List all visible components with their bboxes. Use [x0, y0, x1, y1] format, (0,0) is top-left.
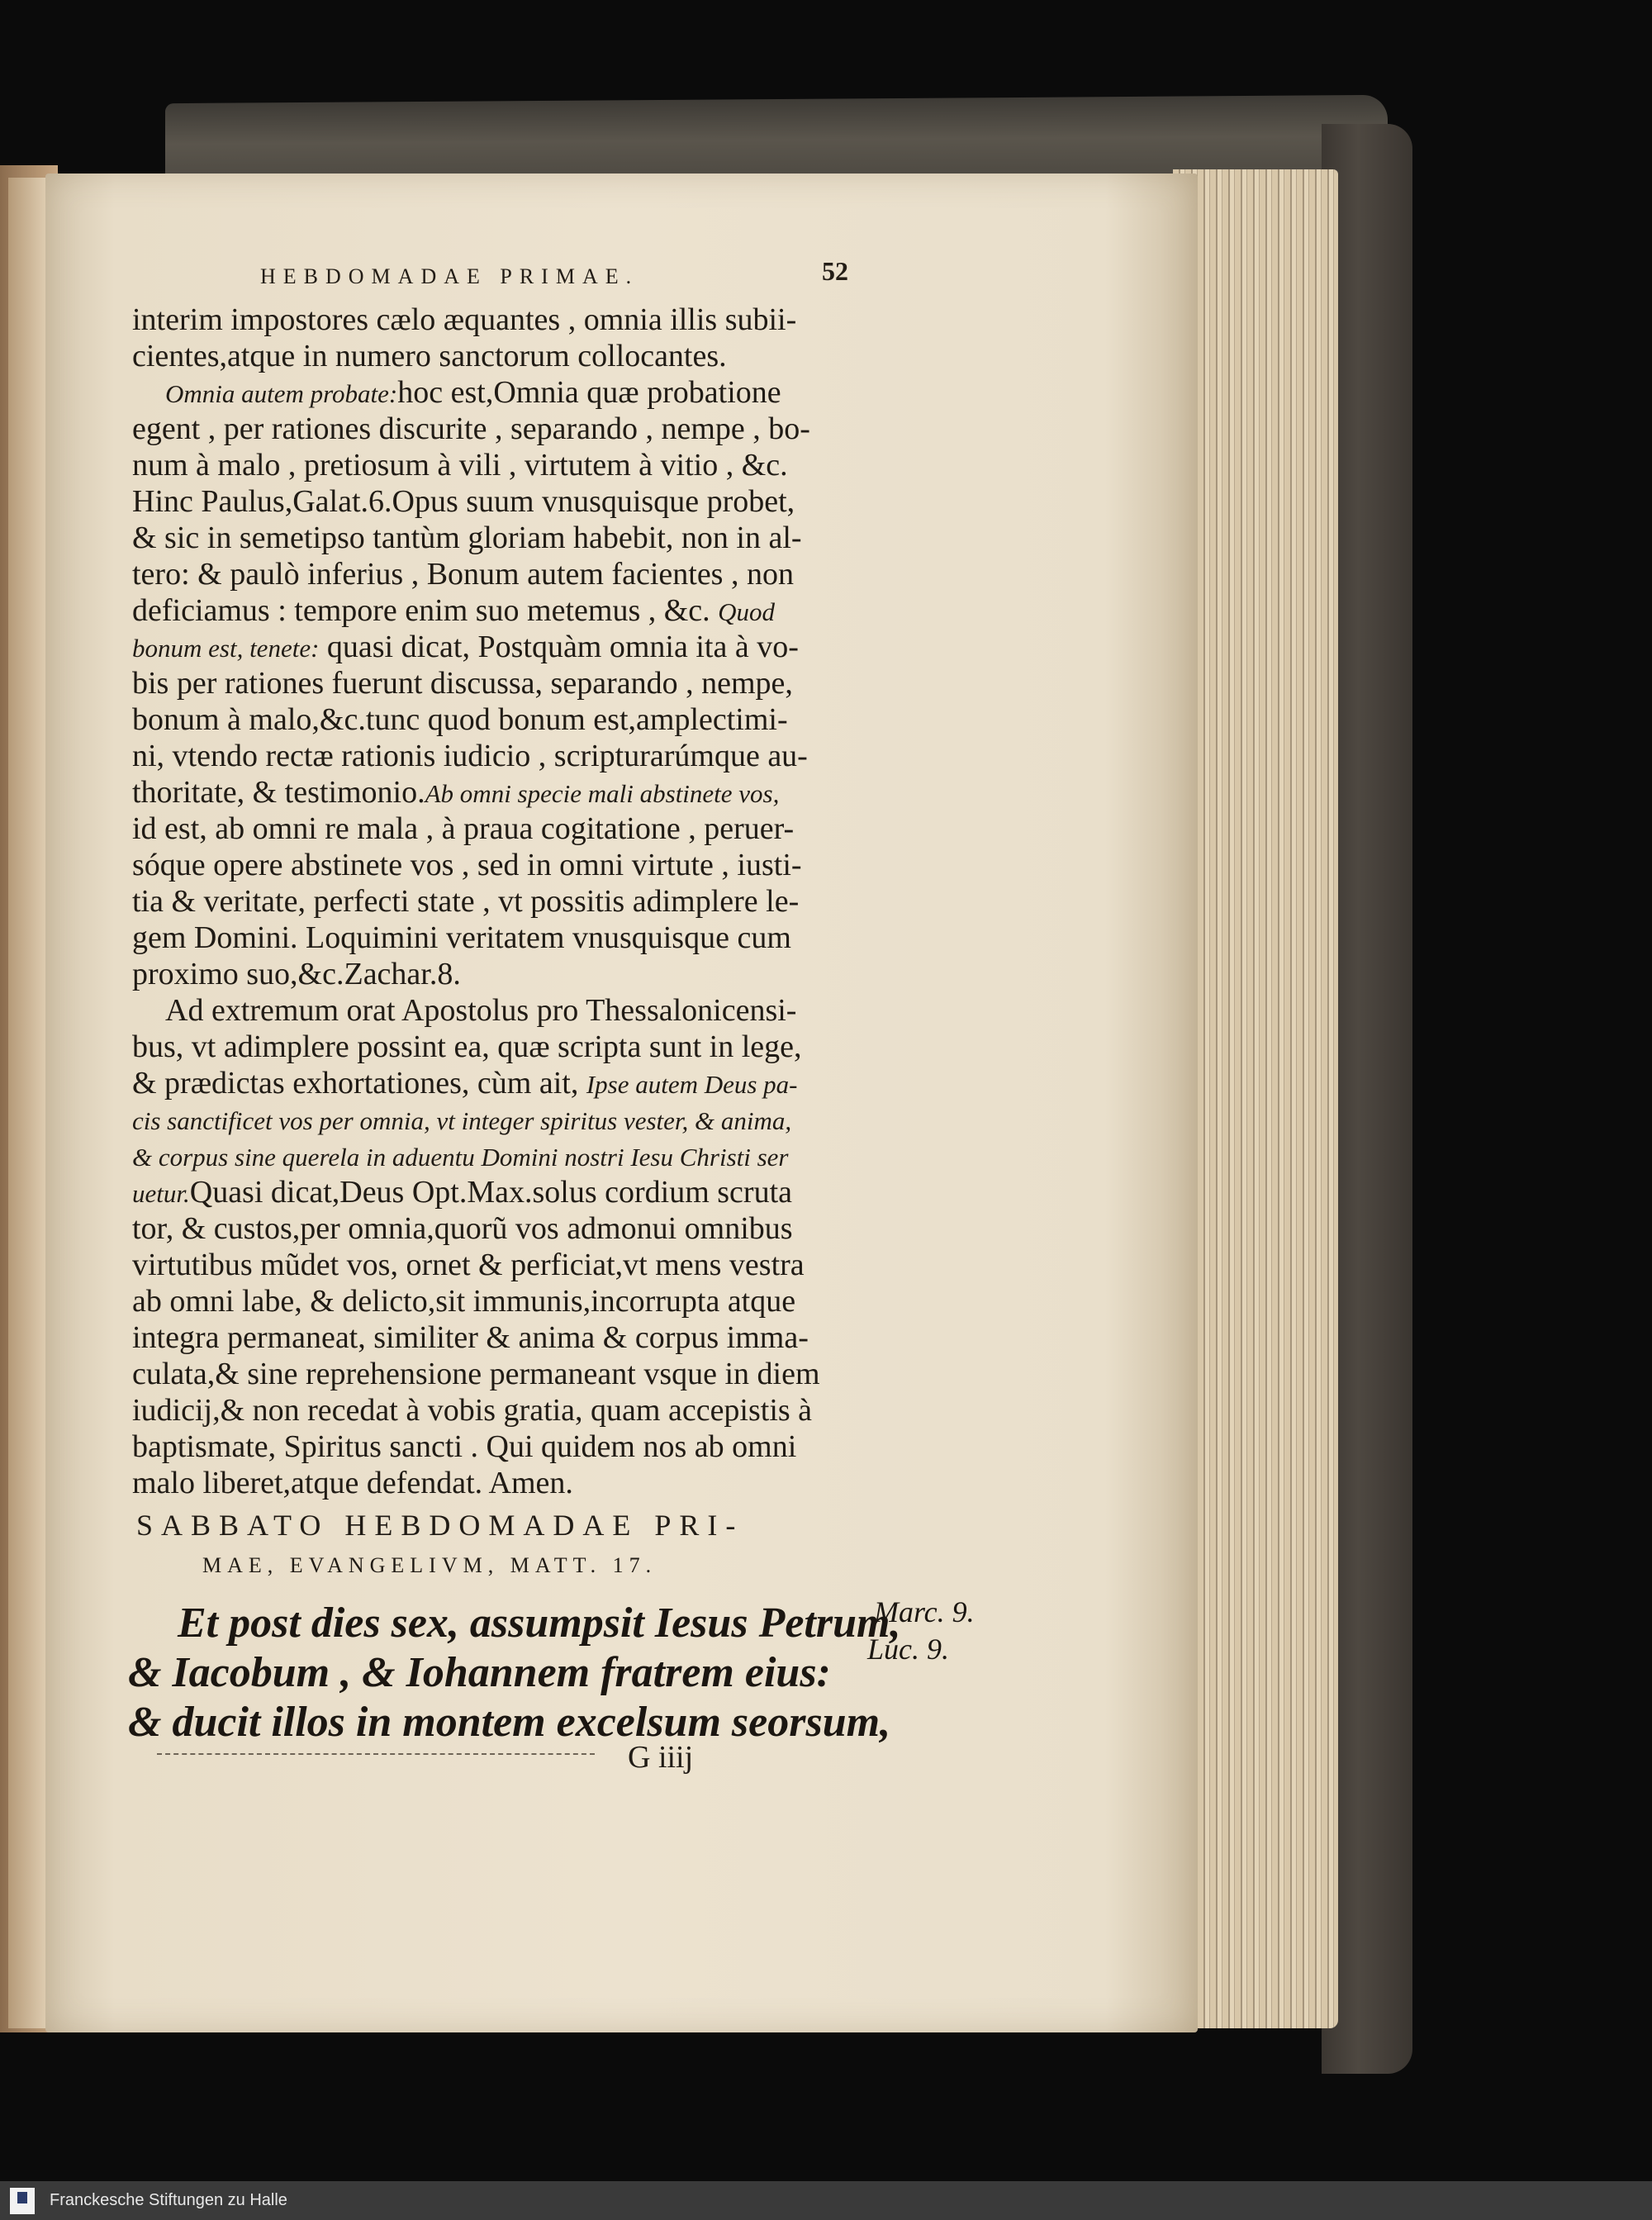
roman-phrase: tero: & paulò inferius , Bonum autem facientes , non: [132, 557, 794, 592]
roman-phrase: iudicij,& non recedat à vobis gratia, quam accepistis à: [132, 1393, 813, 1428]
italic-phrase: bonum est, tenete:: [132, 634, 320, 663]
text-line: [132, 920, 791, 956]
page-stack-edges: [1173, 169, 1338, 2028]
text-line: [132, 701, 788, 738]
italic-phrase: & corpus sine querela in aduentu Domini nostri Iesu Christi ser: [132, 1143, 789, 1172]
roman-phrase: interim impostores cælo æquantes , omnia illis subii-: [132, 302, 797, 337]
text-line: [132, 847, 802, 883]
gospel-line-2: & Iacobum , & Iohannem fratrem eius:: [128, 1649, 831, 1696]
text-line: [132, 1283, 795, 1319]
roman-phrase: egent , per rationes discurite , separando , nempe , bo-: [132, 411, 810, 446]
catchword-rule: [157, 1753, 595, 1755]
text-line: [132, 1065, 798, 1103]
text-line: [132, 1247, 805, 1283]
italic-phrase: uetur.: [132, 1179, 190, 1208]
roman-phrase: cientes,atque in numero sanctorum collocantes.: [132, 339, 727, 373]
text-line: [132, 1356, 820, 1392]
italic-phrase: Quod: [718, 597, 776, 626]
text-line: [132, 1465, 573, 1501]
text-line: [132, 1101, 791, 1139]
roman-phrase: proximo suo,&c.Zachar.8.: [132, 957, 461, 991]
signature-mark: G iiij: [628, 1740, 694, 1775]
text-line: [132, 738, 808, 774]
roman-phrase: baptismate, Spiritus sancti . Qui quidem nos ab omni: [132, 1429, 797, 1464]
text-line: [132, 1210, 793, 1247]
text-line: [132, 629, 799, 667]
text-line: [132, 556, 794, 592]
text-line: [132, 665, 793, 701]
margin-note-marc: Marc. 9.: [874, 1595, 975, 1628]
roman-phrase: bis per rationes fuerunt discussa, separando , nempe,: [132, 666, 793, 701]
text-line: [132, 774, 779, 812]
text-line: [132, 302, 796, 338]
text-line: [132, 411, 810, 447]
text-line: [165, 992, 796, 1029]
text-line: [132, 1319, 809, 1356]
text-line: [132, 1029, 802, 1065]
text-line: [132, 1138, 789, 1176]
gospel-line-1: Et post dies sex, assumpsit Iesus Petrum,: [178, 1600, 901, 1647]
roman-phrase: num à malo , pretiosum à vili , virtutem à vitio , &c.: [132, 448, 788, 483]
roman-phrase: bus, vt adimplere possint ea, quæ scripta sunt in lege,: [132, 1029, 802, 1064]
text-line: [132, 520, 802, 556]
text-line: [165, 374, 781, 412]
italic-phrase: cis sanctificet vos per omnia, vt integer spiritus vester, & anima,: [132, 1106, 792, 1135]
text-line: [132, 811, 794, 847]
section-title-line-2: MAE, EVANGELIVM, MATT. 17.: [202, 1553, 657, 1577]
text-line: [132, 1392, 812, 1429]
roman-phrase: ab omni labe, & delicto,sit immunis,incorrupta atque: [132, 1284, 796, 1319]
margin-note-luc: Luc. 9.: [867, 1633, 949, 1666]
roman-phrase: bonum à malo,&c.tunc quod bonum est,amplectimi-: [132, 702, 788, 737]
roman-phrase: & sic in semetipso tantùm gloriam habebit, non in al-: [132, 521, 802, 555]
roman-phrase: Hinc Paulus,Galat.6.Opus suum vnusquisque probet,: [132, 484, 795, 519]
italic-phrase: Ab omni specie mali abstinete vos,: [425, 779, 780, 808]
italic-phrase: Omnia autem probate:: [165, 379, 398, 408]
roman-phrase: malo liberet,atque defendat. Amen.: [132, 1466, 573, 1500]
roman-phrase: culata,& sine reprehensione permaneant vsque in diem: [132, 1357, 820, 1391]
roman-phrase: ni, vtendo rectæ rationis iudicio , scripturarúmque au-: [132, 739, 808, 773]
institution-logo-icon: [10, 2188, 35, 2214]
roman-phrase: deficiamus : tempore enim suo metemus , &c.: [132, 593, 719, 628]
text-line: [132, 447, 788, 483]
text-line: [132, 1174, 792, 1212]
institution-name: Franckesche Stiftungen zu Halle: [50, 2191, 287, 2209]
gospel-line-3: & ducit illos in montem excelsum seorsum,: [128, 1699, 891, 1746]
text-line: [132, 883, 799, 920]
running-head: HEBDOMADAE PRIMAE.: [260, 264, 639, 288]
roman-phrase: Ad extremum orat Apostolus pro Thessalonicensi-: [165, 993, 797, 1028]
text-line: [132, 338, 727, 374]
roman-phrase: quasi dicat, Postquàm omnia ita à vo-: [319, 630, 799, 664]
roman-phrase: & prædictas exhortationes, cùm ait,: [132, 1066, 586, 1100]
roman-phrase: hoc est,Omnia quæ probatione: [397, 375, 781, 410]
roman-phrase: Quasi dicat,Deus Opt.Max.solus cordium scruta: [189, 1175, 793, 1210]
viewer-footer-bar: [0, 2181, 1652, 2220]
left-page-edge: [8, 178, 50, 2028]
italic-phrase: Ipse autem Deus pa-: [586, 1070, 798, 1099]
roman-phrase: tor, & custos,per omnia,quorũ vos admonui omnibus: [132, 1211, 793, 1246]
text-line: [132, 1429, 796, 1465]
roman-phrase: id est, ab omni re mala , à praua cogitatione , peruer-: [132, 811, 795, 846]
roman-phrase: sóque opere abstinete vos , sed in omni virtute , iusti-: [132, 848, 802, 882]
section-title-line-1: SABBATO HEBDOMADAE PRI-: [136, 1509, 744, 1542]
roman-phrase: thoritate, & testimonio.: [132, 775, 425, 810]
text-line: [132, 956, 461, 992]
text-line: [132, 483, 795, 520]
roman-phrase: virtutibus mũdet vos, ornet & perficiat,vt mens vestra: [132, 1248, 805, 1282]
folio-number: 52: [822, 256, 848, 286]
text-line: [132, 592, 775, 630]
roman-phrase: tia & veritate, perfecti state , vt possitis adimplere le-: [132, 884, 800, 919]
roman-phrase: gem Domini. Loquimini veritatem vnusquisque cum: [132, 920, 791, 955]
roman-phrase: integra permaneat, similiter & anima & corpus imma-: [132, 1320, 809, 1355]
